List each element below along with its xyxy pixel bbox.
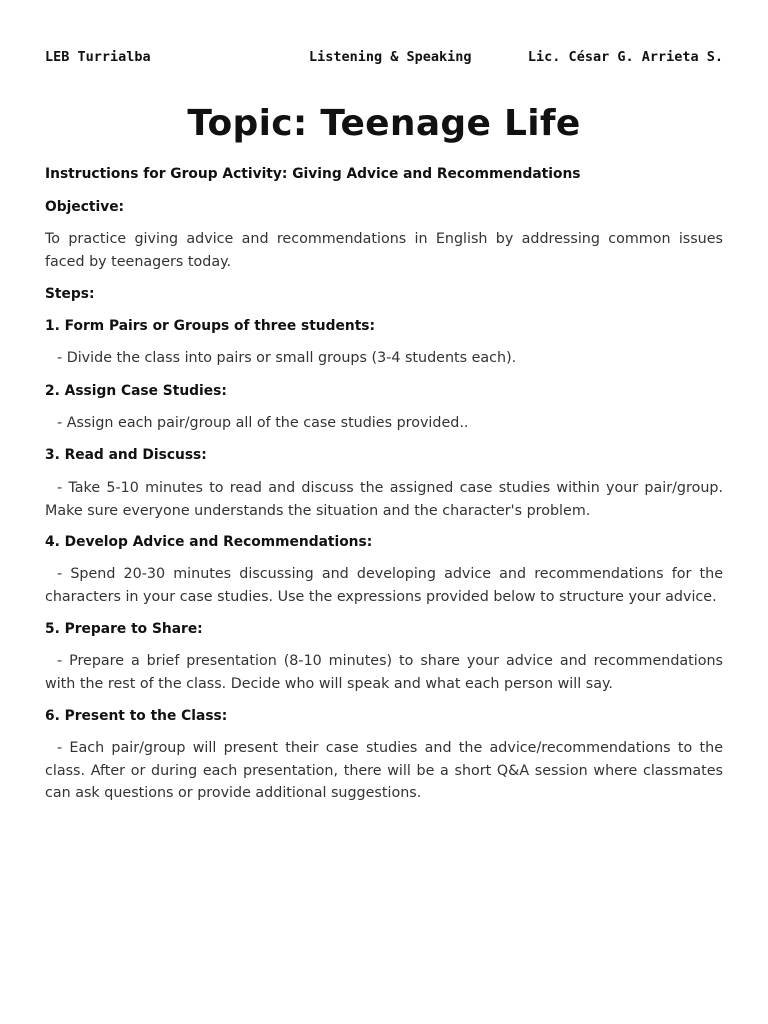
step-6-heading: 6. Present to the Class: xyxy=(45,708,228,724)
step-2-text: - Assign each pair/group all of the case studies provided.. xyxy=(57,415,469,431)
header-course: Listening & Speaking xyxy=(309,49,472,65)
step-2-heading: 2. Assign Case Studies: xyxy=(45,383,227,399)
header-institution: LEB Turrialba xyxy=(45,49,151,65)
page-title: Topic: Teenage Life xyxy=(187,103,581,144)
objective-heading: Objective: xyxy=(45,199,125,215)
step-6-text: - Each pair/group will present their case studies and the advice/recommendations to the class. After or during each presentation, there will be a short Q&A session where classmates can ask questions or provide additional suggestions. xyxy=(45,740,723,801)
step-3-heading: 3. Read and Discuss: xyxy=(45,447,207,463)
instructions-heading: Instructions for Group Activity: Giving Advice and Recommendations xyxy=(45,166,581,182)
step-1-heading: 1. Form Pairs or Groups of three students: xyxy=(45,318,376,334)
step-5-text: - Prepare a brief presentation (8-10 minutes) to share your advice and recommendations with the rest of the class. Decide who will speak and what each person will say. xyxy=(45,653,723,692)
step-4-text: - Spend 20-30 minutes discussing and developing advice and recommendations for the characters in your case studies. Use the expressions provided below to structure your advice. xyxy=(45,566,723,605)
step-4-heading: 4. Develop Advice and Recommendations: xyxy=(45,534,373,550)
step-5-heading: 5. Prepare to Share: xyxy=(45,621,203,637)
step-3-text: - Take 5-10 minutes to read and discuss the assigned case studies within your pair/group. Make sure everyone understands the situation and the character's problem. xyxy=(45,480,723,519)
steps-heading: Steps: xyxy=(45,286,95,302)
header-teacher: Lic. César G. Arrieta S. xyxy=(527,49,723,65)
objective-text: To practice giving advice and recommendations in English by addressing common issues faced by teenagers today. xyxy=(45,231,723,270)
step-1-text: - Divide the class into pairs or small groups (3-4 students each). xyxy=(57,350,517,366)
page-header xyxy=(45,49,723,69)
